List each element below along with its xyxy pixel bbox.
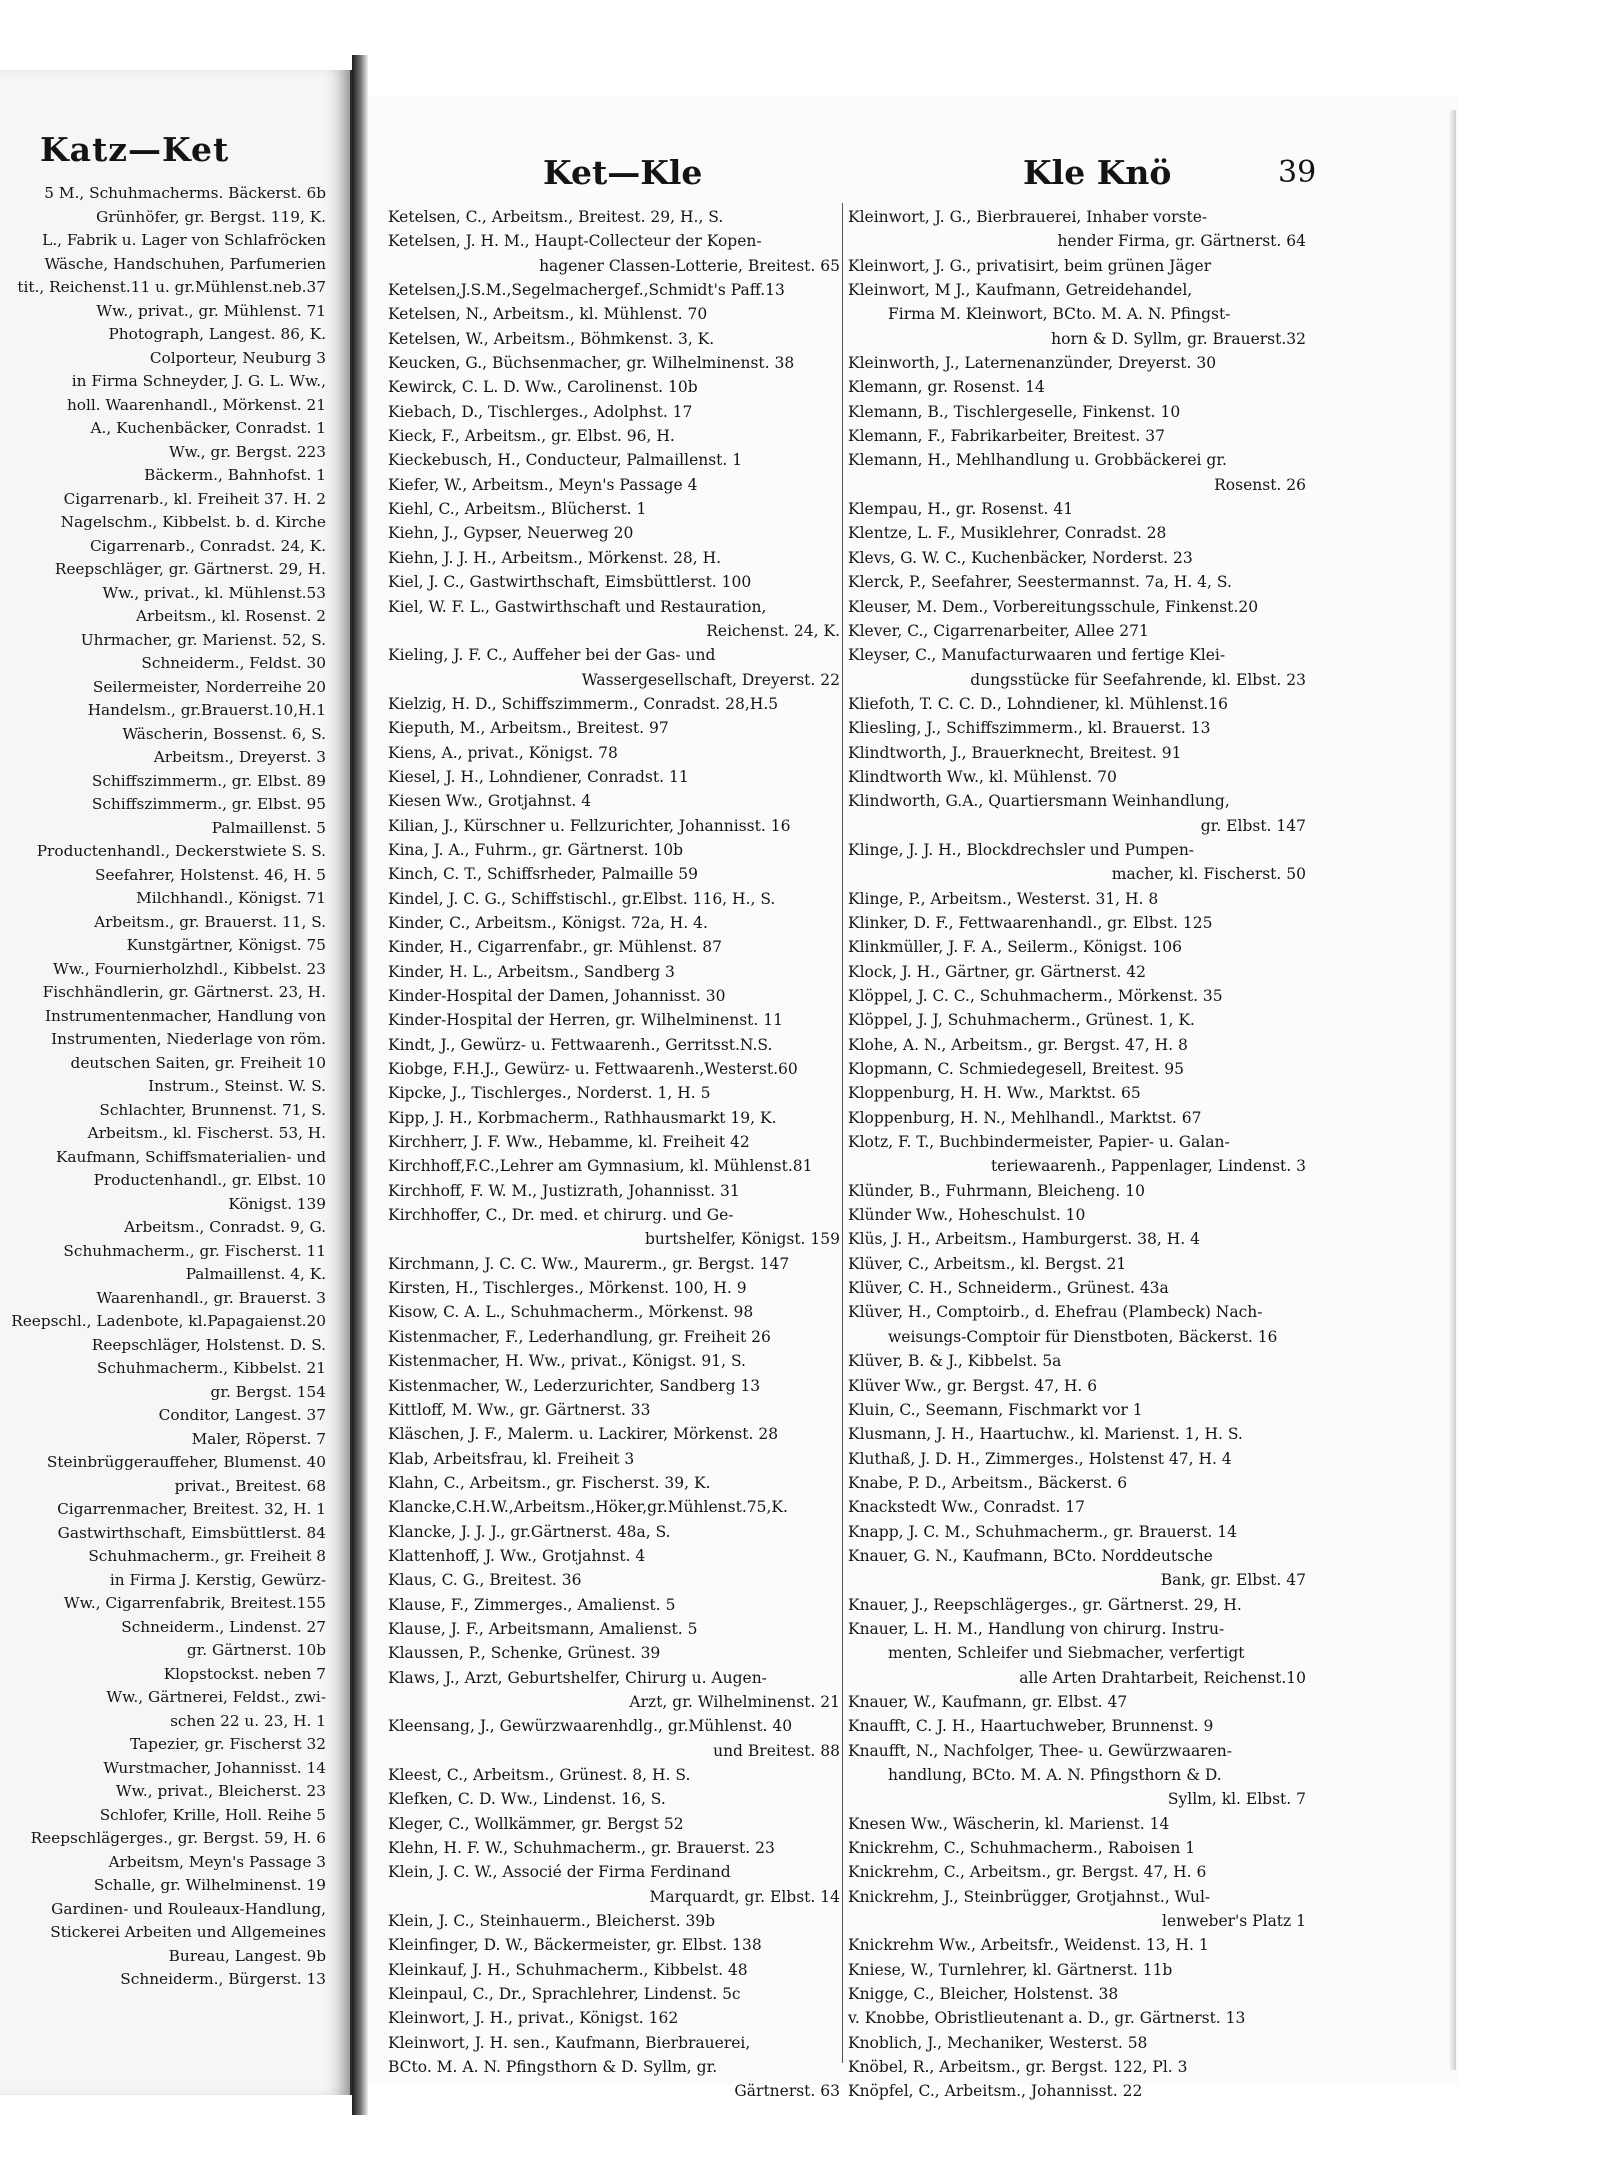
- directory-entry: Knauer, G. N., Kaufmann, BCto. Norddeutsche: [848, 1546, 1213, 1565]
- left-page-line: Kunstgärtner, Königst. 75: [126, 936, 326, 954]
- directory-entry: Kiefer, W., Arbeitsm., Meyn's Passage 4: [388, 475, 698, 494]
- directory-entry: Kleinwort, J. H. sen., Kaufmann, Bierbrauerei,: [388, 2033, 751, 2052]
- left-page-line: Arbeitsm., gr. Brauerst. 11, S.: [94, 912, 326, 931]
- directory-entry: Kinder, H., Cigarrenfabr., gr. Mühlenst. 87: [388, 938, 723, 957]
- directory-entry-continuation: Marquardt, gr. Elbst. 14: [649, 1887, 840, 1906]
- left-page-line: Arbeitsm., kl. Fischerst. 53, H.: [87, 1124, 326, 1142]
- directory-entry: Knickrehm, C., Schuhmacherm., Raboisen 1: [848, 1839, 1196, 1858]
- directory-entry: Kistenmacher, F., Lederhandlung, gr. Freiheit 26: [388, 1327, 771, 1346]
- directory-entry: menten, Schleifer und Siebmacher, verfertigt: [888, 1644, 1245, 1663]
- left-page-line: Colporteur, Neuburg 3: [149, 348, 326, 367]
- left-page-line: Seefahrer, Holstenst. 46, H. 5: [95, 865, 326, 884]
- directory-entry: Klahn, C., Arbeitsm., gr. Fischerst. 39, K.: [388, 1473, 711, 1492]
- directory-entry: Knesen Ww., Wäscherin, kl. Marienst. 14: [848, 1814, 1170, 1833]
- directory-entry: handlung, BCto. M. A. N. Pfingsthorn & D.: [888, 1766, 1222, 1784]
- directory-entry: Kittloff, M. Ww., gr. Gärtnerst. 33: [388, 1400, 651, 1419]
- directory-entry: Knöbel, R., Arbeitsm., gr. Bergst. 122, Pl. 3: [848, 2058, 1188, 2077]
- left-page-line: Ww., privat., Bleicherst. 23: [115, 1782, 326, 1800]
- directory-entry: Klüver, H., Comptoirb., d. Ehefrau (Plambeck) Nach-: [848, 1303, 1263, 1322]
- left-page-line: Conditor, Langest. 37: [158, 1406, 326, 1424]
- left-page: [0, 70, 353, 2095]
- left-page-line: Ww., Cigarrenfabrik, Breitest.155: [63, 1594, 326, 1612]
- directory-entry: Knoblich, J., Mechaniker, Westerst. 58: [848, 2033, 1148, 2052]
- left-page-line: Seilermeister, Norderreihe 20: [92, 677, 326, 696]
- directory-entry: Knabe, P. D., Arbeitsm., Bäckerst. 6: [848, 1473, 1128, 1492]
- page-number: 39: [1278, 155, 1317, 190]
- directory-entry: Kewirck, C. L. D. Ww., Carolinenst. 10b: [388, 378, 698, 397]
- left-page-line: Handelsm., gr.Brauerst.10,H.1: [87, 701, 326, 719]
- directory-entry: Kielzig, H. D., Schiffszimmerm., Conradst. 28,H.5: [388, 694, 779, 713]
- directory-entry: Klehn, H. F. W., Schuhmacherm., gr. Brauerst. 23: [388, 1839, 775, 1858]
- directory-entry: Knapp, J. C. M., Schuhmacherm., gr. Brauerst. 14: [848, 1522, 1237, 1541]
- right-page-header-right: Kle Knö: [1023, 153, 1172, 192]
- left-page-line: Schneiderm., Lindenst. 27: [121, 1617, 326, 1636]
- directory-entry: Kipp, J. H., Korbmacherm., Rathhausmarkt 19, K.: [388, 1108, 777, 1127]
- left-page-line: Bäckerm., Bahnhofst. 1: [144, 466, 326, 484]
- directory-entry: Kleinkauf, J. H., Schuhmacherm., Kibbelst. 48: [388, 1960, 748, 1979]
- left-page-line: Schuhmacherm., gr. Fischerst. 11: [63, 1241, 326, 1260]
- left-page-line: Maler, Röperst. 7: [191, 1429, 326, 1448]
- directory-entry: Kiens, A., privat., Königst. 78: [388, 743, 618, 762]
- directory-entry: Kluin, C., Seemann, Fischmarkt vor 1: [848, 1400, 1143, 1419]
- directory-entry-continuation: Bank, gr. Elbst. 47: [1160, 1571, 1306, 1590]
- directory-entry: Kieck, F., Arbeitsm., gr. Elbst. 96, H.: [388, 427, 675, 446]
- directory-entry: Klüver, B. & J., Kibbelst. 5a: [848, 1352, 1062, 1371]
- left-page-line: Schalle, gr. Wilhelminenst. 19: [93, 1876, 326, 1894]
- directory-entry: Klancke, J. J. J., gr.Gärtnerst. 48a, S.: [388, 1522, 671, 1541]
- left-page-line: Tapezier, gr. Fischerst 32: [130, 1735, 326, 1753]
- directory-entry: Klüver, C., Arbeitsm., kl. Bergst. 21: [848, 1254, 1127, 1273]
- directory-entry: Kleinwort, J. G., privatisirt, beim grünen Jäger: [848, 256, 1212, 275]
- left-page-line: Ww., Fournierholzhdl., Kibbelst. 23: [52, 959, 326, 978]
- left-page-line: Cigarrenmacher, Breitest. 32, H. 1: [57, 1500, 326, 1518]
- directory-entry: Klaussen, P., Schenke, Grünest. 39: [388, 1644, 661, 1663]
- left-page-line: in Firma Schneyder, J. G. L. Ww.,: [71, 372, 326, 390]
- directory-entry: Klaus, C. G., Breitest. 36: [388, 1571, 582, 1590]
- directory-entry: Klüs, J. H., Arbeitsm., Hamburgerst. 38, H. 4: [848, 1230, 1200, 1249]
- directory-entry-continuation: hender Firma, gr. Gärtnerst. 64: [1057, 232, 1306, 251]
- directory-entry-continuation: dungsstücke für Seefahrende, kl. Elbst. 23: [970, 670, 1306, 689]
- directory-entry-continuation: horn & D. Syllm, gr. Brauerst.32: [1051, 329, 1306, 348]
- directory-entry: Klein, J. C., Steinhauerm., Bleicherst. 39b: [388, 1912, 716, 1931]
- directory-entry: Kindt, J., Gewürz- u. Fettwaarenh., Gerritsst.N.S.: [388, 1035, 773, 1054]
- directory-entry: Kiobge, F.H.J., Gewürz- u. Fettwaarenh.,Westerst.60: [388, 1060, 798, 1079]
- directory-entry: Kinder-Hospital der Herren, gr. Wilhelminenst. 11: [388, 1011, 783, 1030]
- left-page-line: Uhrmacher, gr. Marienst. 52, S.: [80, 630, 326, 649]
- left-page-line: in Firma J. Kerstig, Gewürz-: [109, 1570, 326, 1589]
- directory-entry: weisungs-Comptoir für Dienstboten, Bäckerst. 16: [888, 1327, 1278, 1346]
- directory-entry: Kiesel, J. H., Lohndiener, Conradst. 11: [388, 767, 689, 786]
- directory-entry: Knaufft, C. J. H., Haartuchweber, Brunnenst. 9: [848, 1717, 1214, 1736]
- directory-entry: Kiebach, D., Tischlerges., Adolphst. 17: [388, 402, 693, 421]
- directory-entry: Kistenmacher, W., Lederzurichter, Sandberg 13: [388, 1376, 761, 1395]
- left-page-line: deutschen Saiten, gr. Freiheit 10: [70, 1053, 326, 1072]
- directory-entry: Kleinworth, J., Laternenanzünder, Dreyerst. 30: [848, 354, 1217, 373]
- directory-entry: Kirchmann, J. C. C. Ww., Maurerm., gr. Bergst. 147: [388, 1254, 790, 1273]
- directory-entry: Kleger, C., Wollkämmer, gr. Bergst 52: [388, 1814, 684, 1833]
- directory-entry: Knöpfel, C., Arbeitsm., Johannisst. 22: [848, 2082, 1143, 2101]
- left-page-line: Palmaillenst. 5: [211, 818, 326, 837]
- directory-entry: Kirchhoffer, C., Dr. med. et chirurg. und Ge-: [388, 1206, 734, 1225]
- directory-entry: Klemann, gr. Rosenst. 14: [848, 378, 1045, 397]
- directory-entry: Kilian, J., Kürschner u. Fellzurichter, Johannisst. 16: [388, 816, 791, 835]
- directory-entry: Klöppel, J. C. C., Schuhmacherm., Mörkenst. 35: [848, 987, 1223, 1005]
- directory-entry: Kieputh, M., Arbeitsm., Breitest. 97: [388, 719, 669, 738]
- directory-entry: Klause, F., Zimmerges., Amalienst. 5: [388, 1595, 676, 1614]
- left-page-line: Schneiderm., Bürgerst. 13: [120, 1970, 326, 1988]
- directory-entry: Kina, J. A., Fuhrm., gr. Gärtnerst. 10b: [388, 840, 684, 859]
- left-page-line: Schiffszimmerm., gr. Elbst. 89: [91, 771, 326, 790]
- book-gutter: [352, 55, 368, 2115]
- left-page-line: Schlofer, Krille, Holl. Reihe 5: [99, 1805, 326, 1824]
- directory-entry: Kirchherr, J. F. Ww., Hebamme, kl. Freiheit 42: [388, 1133, 750, 1152]
- left-page-line: Milchhandl., Königst. 71: [136, 889, 326, 907]
- left-page-line: Grünhöfer, gr. Bergst. 119, K.: [96, 207, 326, 226]
- left-page-line: tit., Reichenst.11 u. gr.Mühlenst.neb.37: [17, 278, 326, 296]
- directory-entry-continuation: alle Arten Drahtarbeit, Reichenst.10: [1019, 1668, 1306, 1687]
- directory-entry: Ketelsen, C., Arbeitsm., Breitest. 29, H., S.: [388, 208, 724, 226]
- directory-entry: Klünder, B., Fuhrmann, Bleicheng. 10: [848, 1181, 1146, 1200]
- left-page-line: schen 22 u. 23, H. 1: [170, 1711, 326, 1730]
- directory-entry-continuation: Wassergesellschaft, Dreyerst. 22: [581, 670, 840, 689]
- directory-entry: Klemann, B., Tischlergeselle, Finkenst. 10: [848, 402, 1181, 421]
- directory-entry: Klünder Ww., Hoheschulst. 10: [848, 1206, 1086, 1225]
- directory-entry: Kleuser, M. Dem., Vorbereitungsschule, Finkenst.20: [848, 597, 1259, 616]
- left-page-line: Productenhandl., Deckerstwiete S. S.: [36, 842, 326, 860]
- left-page-line: Klopstockst. neben 7: [163, 1664, 326, 1683]
- directory-entry: Kinch, C. T., Schiffsrheder, Palmaille 59: [388, 865, 699, 884]
- directory-entry: Klever, C., Cigarrenarbeiter, Allee 271: [848, 621, 1149, 640]
- directory-entry: Kleinwort, J. G., Bierbrauerei, Inhaber vorste-: [848, 208, 1208, 226]
- directory-entry: v. Knobbe, Obristlieutenant a. D., gr. Gärtnerst. 13: [848, 2009, 1246, 2028]
- directory-entry-continuation: macher, kl. Fischerst. 50: [1111, 865, 1306, 884]
- directory-column-2: [848, 205, 1306, 2104]
- directory-entry: Kleensang, J., Gewürzwaarenhdlg., gr.Mühlenst. 40: [388, 1717, 793, 1736]
- directory-entry: Kirchhoff,F.C.,Lehrer am Gymnasium, kl. Mühlenst.81: [388, 1157, 813, 1176]
- directory-entry: Klab, Arbeitsfrau, kl. Freiheit 3: [388, 1449, 635, 1468]
- left-page-line: Palmaillenst. 4, K.: [185, 1265, 326, 1283]
- directory-entry: Ketelsen,J.S.M.,Segelmachergef.,Schmidt's Paff.13: [388, 281, 785, 300]
- directory-entry: Klopmann, C. Schmiedegesell, Breitest. 95: [848, 1060, 1184, 1079]
- directory-entry: Knauer, L. H. M., Handlung von chirurg. Instru-: [848, 1619, 1225, 1638]
- directory-entry: Klüver Ww., gr. Bergst. 47, H. 6: [848, 1376, 1098, 1395]
- left-page-column: [0, 182, 340, 1992]
- left-page-line: Reepschläger, Holstenst. D. S.: [91, 1335, 326, 1354]
- directory-entry: Kloppenburg, H. N., Mehlhandl., Marktst. 67: [848, 1108, 1202, 1127]
- left-page-line: 5 M., Schuhmacherms. Bäckerst. 6b: [44, 184, 326, 202]
- directory-entry-continuation: Syllm, kl. Elbst. 7: [1167, 1790, 1306, 1809]
- directory-entry: Klempau, H., gr. Rosenst. 41: [848, 500, 1074, 519]
- directory-entry: Klerck, P., Seefahrer, Seestermannst. 7a, H. 4, S.: [848, 573, 1232, 592]
- directory-entry: Kleinpaul, C., Dr., Sprachlehrer, Lindenst. 5c: [388, 1985, 741, 2004]
- left-page-line: Arbeitsm, Meyn's Passage 3: [108, 1852, 326, 1871]
- left-page-line: Schuhmacherm., gr. Freiheit 8: [88, 1547, 326, 1565]
- directory-entry: Klindtworth, J., Brauerknecht, Breitest. 91: [848, 743, 1182, 762]
- left-page-line: Bureau, Langest. 9b: [168, 1946, 326, 1965]
- directory-entry: Knickrehm, C., Arbeitsm., gr. Bergst. 47, H. 6: [848, 1863, 1207, 1882]
- left-page-line: Instrum., Steinst. W. S.: [148, 1077, 326, 1095]
- left-page-line: Königst. 139: [228, 1194, 326, 1213]
- directory-entry-continuation: Gärtnerst. 63: [734, 2082, 840, 2101]
- directory-entry: Kinder-Hospital der Damen, Johannisst. 30: [388, 987, 726, 1005]
- directory-entry: Kistenmacher, H. Ww., privat., Königst. 91, S.: [388, 1352, 746, 1371]
- left-page-line: Reepschlägerges., gr. Bergst. 59, H. 6: [30, 1829, 326, 1847]
- directory-entry: Klindworth, G.A., Quartiersmann Weinhandlung,: [848, 792, 1230, 811]
- directory-entry: Klinge, P., Arbeitsm., Westerst. 31, H. 8: [848, 889, 1159, 908]
- directory-entry: Klöppel, J. J, Schuhmacherm., Grünest. 1, K.: [848, 1011, 1195, 1030]
- directory-entry: Klinkmüller, J. F. A., Seilerm., Königst. 106: [848, 938, 1182, 957]
- left-page-line: Ww., privat., kl. Mühlenst.53: [102, 583, 326, 602]
- left-page-line: Schiffszimmerm., gr. Elbst. 95: [91, 795, 326, 813]
- directory-entry: Klotz, F. T., Buchbindermeister, Papier- u. Galan-: [848, 1133, 1230, 1152]
- left-page-line: Wurstmacher, Johannisst. 14: [103, 1758, 326, 1777]
- left-page-line: Stickerei Arbeiten und Allgemeines: [50, 1923, 326, 1941]
- directory-entry: Klause, J. F., Arbeitsmann, Amalienst. 5: [388, 1619, 698, 1638]
- directory-entry: Kniese, W., Turnlehrer, kl. Gärtnerst. 11b: [848, 1960, 1173, 1979]
- left-page-line: Schlachter, Brunnenst. 71, S.: [99, 1100, 326, 1119]
- directory-entry: Kloppenburg, H. H. Ww., Marktst. 65: [848, 1084, 1141, 1103]
- directory-entry: Knauer, J., Reepschlägerges., gr. Gärtnerst. 29, H.: [848, 1595, 1242, 1614]
- left-page-line: Reepschläger, gr. Gärtnerst. 29, H.: [54, 560, 326, 578]
- directory-column-1: [388, 205, 840, 2104]
- left-page-line: Instrumenten, Niederlage von röm.: [51, 1030, 326, 1048]
- right-page: [368, 95, 1458, 2101]
- directory-entry: Kleinfinger, D. W., Bäckermeister, gr. Elbst. 138: [388, 1936, 762, 1955]
- directory-entry: Klemann, F., Fabrikarbeiter, Breitest. 37: [848, 427, 1165, 446]
- directory-entry: Kleyser, C., Manufacturwaaren und fertige Klei-: [848, 646, 1226, 665]
- directory-entry: Kiehn, J. J. H., Arbeitsm., Mörkenst. 28, H.: [388, 548, 722, 567]
- directory-entry: Kieling, J. F. C., Auffeher bei der Gas- und: [388, 646, 716, 665]
- left-page-line: Arbeitsm., kl. Rosenst. 2: [135, 607, 326, 625]
- directory-entry: Klaws, J., Arzt, Geburtshelfer, Chirurg u. Augen-: [388, 1668, 767, 1687]
- directory-entry: Klemann, H., Mehlhandlung u. Grobbäckerei gr.: [848, 451, 1227, 470]
- directory-entry: Kipcke, J., Tischlerges., Norderst. 1, H. 5: [388, 1084, 711, 1103]
- left-page-line: Ww., privat., gr. Mühlenst. 71: [96, 301, 326, 320]
- directory-entry: Keucken, G., Büchsenmacher, gr. Wilhelminenst. 38: [388, 354, 795, 373]
- directory-entry: Kleinwort, J. H., privat., Königst. 162: [388, 2009, 679, 2028]
- directory-entry: Klentze, L. F., Musiklehrer, Conradst. 28: [848, 524, 1167, 543]
- directory-entry: Knigge, C., Bleicher, Holstenst. 38: [848, 1985, 1119, 2004]
- directory-entry: Klinge, J. J. H., Blockdrechsler und Pumpen-: [848, 840, 1195, 859]
- directory-entry: Klein, J. C. W., Associé der Firma Ferdinand: [388, 1863, 731, 1882]
- directory-entry: Klevs, G. W. C., Kuchenbäcker, Norderst. 23: [848, 548, 1193, 567]
- left-page-line: Steinbrüggerauffeher, Blumenst. 40: [46, 1453, 326, 1471]
- directory-entry: Kiel, J. C., Gastwirthschaft, Eimsbüttlerst. 100: [388, 573, 752, 592]
- left-page-line: Ww., gr. Bergst. 223: [168, 442, 326, 461]
- left-page-line: Photograph, Langest. 86, K.: [108, 325, 326, 343]
- directory-entry: Klohe, A. N., Arbeitsm., gr. Bergst. 47, H. 8: [848, 1035, 1188, 1054]
- left-page-line: Gastwirthschaft, Eimsbüttlerst. 84: [57, 1523, 326, 1542]
- directory-entry: Ketelsen, W., Arbeitsm., Böhmkenst. 3, K.: [388, 329, 715, 348]
- left-page-line: holl. Waarenhandl., Mörkenst. 21: [66, 395, 326, 414]
- directory-entry: Klattenhoff, J. Ww., Grotjahnst. 4: [388, 1546, 646, 1565]
- left-page-line: Schneiderm., Feldst. 30: [141, 654, 326, 672]
- directory-entry: Kleinwort, M J., Kaufmann, Getreidehandel,: [848, 281, 1193, 300]
- directory-entry: Kläschen, J. F., Malerm. u. Lackirer, Mörkenst. 28: [388, 1425, 779, 1444]
- directory-entry-continuation: und Breitest. 88: [713, 1741, 840, 1760]
- left-page-line: privat., Breitest. 68: [174, 1476, 326, 1495]
- directory-entry: Knaufft, N., Nachfolger, Thee- u. Gewürzwaaren-: [848, 1741, 1232, 1760]
- left-page-line: Cigarrenarb., kl. Freiheit 37. H. 2: [63, 489, 326, 508]
- directory-entry-continuation: teriewaarenh., Pappenlager, Lindenst. 3: [990, 1157, 1306, 1176]
- directory-entry: Kluthaß, J. D. H., Zimmerges., Holstenst 47, H. 4: [848, 1449, 1232, 1468]
- left-page-line: Ww., Gärtnerei, Feldst., zwi-: [106, 1688, 326, 1706]
- left-page-line: Arbeitsm., Conradst. 9, G.: [124, 1218, 326, 1236]
- left-page-line: Instrumentenmacher, Handlung von: [44, 1006, 326, 1025]
- left-page-header: Katz—Ket: [40, 130, 230, 169]
- directory-entry: Kirsten, H., Tischlerges., Mörkenst. 100, H. 9: [388, 1279, 747, 1298]
- left-page-line: A., Kuchenbäcker, Conradst. 1: [90, 419, 326, 437]
- left-page-line: Wäscherin, Bossenst. 6, S.: [122, 724, 326, 743]
- left-page-line: Kaufmann, Schiffsmaterialien- und: [56, 1147, 326, 1166]
- left-page-line: Arbeitsm., Dreyerst. 3: [153, 748, 326, 766]
- directory-entry-continuation: lenweber's Platz 1: [1161, 1912, 1306, 1931]
- left-page-line: Gardinen- und Rouleaux-Handlung,: [51, 1899, 326, 1918]
- directory-entry: Kiesen Ww., Grotjahnst. 4: [388, 792, 592, 811]
- directory-entry: Kisow, C. A. L., Schuhmacherm., Mörkenst. 98: [388, 1303, 754, 1322]
- left-page-line: Wäsche, Handschuhen, Parfumerien: [44, 254, 326, 273]
- directory-entry: Kleest, C., Arbeitsm., Grünest. 8, H. S.: [388, 1766, 691, 1784]
- page-edge: [1448, 110, 1456, 2070]
- right-page-header-left: Ket—Kle: [543, 153, 703, 192]
- left-page-line: gr. Gärtnerst. 10b: [186, 1641, 326, 1659]
- directory-entry: Ketelsen, J. H. M., Haupt-Collecteur der Kopen-: [388, 232, 762, 251]
- directory-entry-continuation: Rosenst. 26: [1214, 475, 1306, 494]
- directory-entry: Knackstedt Ww., Conradst. 17: [848, 1498, 1085, 1517]
- left-page-line: L., Fabrik u. Lager von Schlafröcken: [42, 231, 326, 249]
- directory-entry: Kiehn, J., Gypser, Neuerweg 20: [388, 524, 634, 543]
- left-page-line: Reepschl., Ladenbote, kl.Papagaienst.20: [11, 1312, 326, 1330]
- directory-entry: Klusmann, J. H., Haartuchw., kl. Marienst. 1, H. S.: [848, 1425, 1243, 1444]
- directory-entry: Firma M. Kleinwort, BCto. M. A. N. Pfingst-: [888, 305, 1231, 324]
- directory-entry: Kieckebusch, H., Conducteur, Palmaillenst. 1: [388, 451, 743, 470]
- directory-entry-continuation: gr. Elbst. 147: [1200, 816, 1306, 835]
- directory-entry: Kliesling, J., Schiffszimmerm., kl. Brauerst. 13: [848, 719, 1211, 738]
- directory-entry: Kirchhoff, F. W. M., Justizrath, Johannisst. 31: [388, 1181, 740, 1200]
- left-page-line: Productenhandl., gr. Elbst. 10: [93, 1171, 326, 1189]
- directory-entry: Kiel, W. F. L., Gastwirthschaft und Restauration,: [388, 597, 767, 616]
- directory-entry-continuation: burtshelfer, Königst. 159: [644, 1230, 840, 1249]
- directory-entry: Kinder, C., Arbeitsm., Königst. 72a, H. 4.: [388, 913, 708, 932]
- directory-entry: Klinker, D. F., Fettwaarenhandl., gr. Elbst. 125: [848, 913, 1213, 932]
- left-page-line: Schuhmacherm., Kibbelst. 21: [96, 1359, 326, 1377]
- directory-entry: Klancke,C.H.W.,Arbeitsm.,Höker,gr.Mühlenst.75,K.: [388, 1498, 788, 1517]
- directory-entry: Kindel, J. C. G., Schiffstischl., gr.Elbst. 116, H., S.: [388, 889, 776, 908]
- left-page-line: Nagelschm., Kibbelst. b. d. Kirche: [60, 513, 326, 531]
- directory-entry: Knauer, W., Kaufmann, gr. Elbst. 47: [848, 1692, 1128, 1711]
- directory-entry: Klefken, C. D. Ww., Lindenst. 16, S.: [388, 1790, 666, 1809]
- directory-entry: Kinder, H. L., Arbeitsm., Sandberg 3: [388, 962, 675, 981]
- directory-entry: Knickrehm, J., Steinbrügger, Grotjahnst., Wul-: [848, 1887, 1211, 1906]
- directory-entry-continuation: Arzt, gr. Wilhelminenst. 21: [629, 1692, 840, 1711]
- directory-entry: Ketelsen, N., Arbeitsm., kl. Mühlenst. 70: [388, 305, 708, 324]
- directory-entry: Kiehl, C., Arbeitsm., Blücherst. 1: [388, 500, 647, 519]
- directory-entry: BCto. M. A. N. Pfingsthorn & D. Syllm, gr.: [388, 2058, 718, 2077]
- directory-entry-continuation: hagener Classen-Lotterie, Breitest. 65: [539, 256, 840, 275]
- column-divider: [842, 203, 843, 2063]
- directory-entry: Kliefoth, T. C. C. D., Lohndiener, kl. Mühlenst.16: [848, 694, 1229, 713]
- directory-entry: Knickrehm Ww., Arbeitsfr., Weidenst. 13, H. 1: [848, 1936, 1209, 1955]
- directory-entry: Klüver, C. H., Schneiderm., Grünest. 43a: [848, 1279, 1169, 1298]
- directory-entry-continuation: Reichenst. 24, K.: [706, 621, 840, 640]
- left-page-line: gr. Bergst. 154: [210, 1382, 326, 1401]
- left-page-line: Waarenhandl., gr. Brauerst. 3: [96, 1288, 326, 1307]
- directory-entry: Klock, J. H., Gärtner, gr. Gärtnerst. 42: [848, 962, 1147, 981]
- directory-entry: Klindtworth Ww., kl. Mühlenst. 70: [848, 767, 1117, 786]
- left-page-line: Cigarrenarb., Conradst. 24, K.: [89, 536, 326, 555]
- left-page-line: Fischhändlerin, gr. Gärtnerst. 23, H.: [42, 983, 326, 1001]
